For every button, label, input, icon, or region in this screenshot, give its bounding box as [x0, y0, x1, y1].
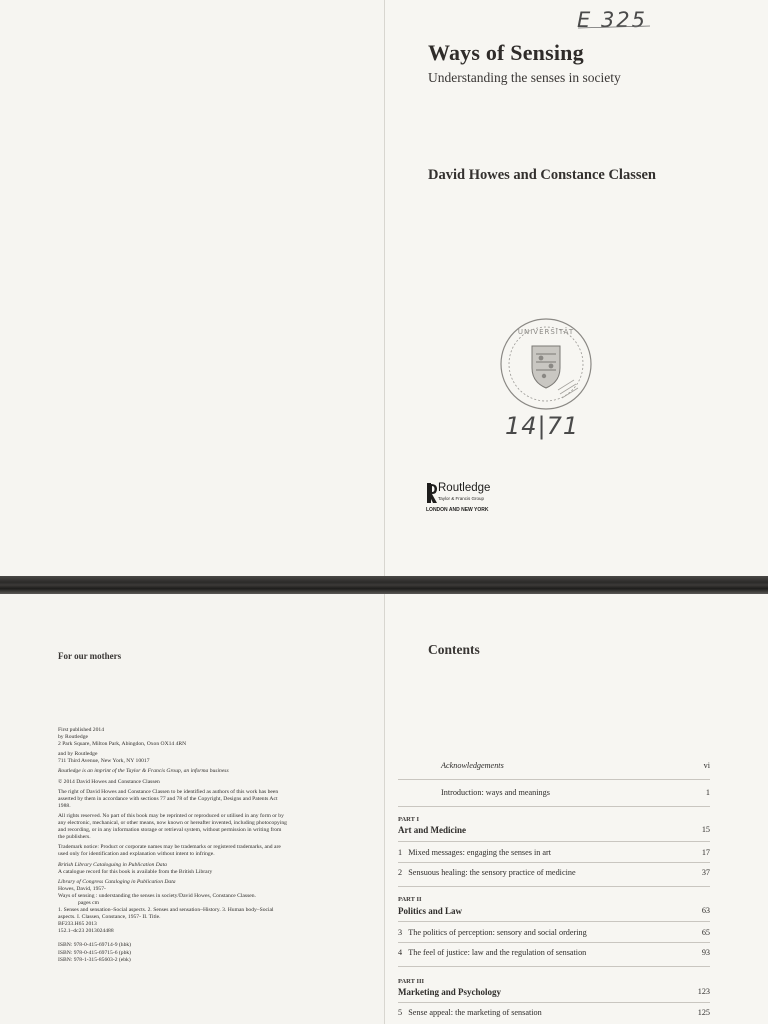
- part-title[interactable]: [398, 987, 710, 997]
- imprint-line: Trademark notice: Product or corporate names may be trademarks or registered trademarks, and are used only for identification and explanation without intent to infringe.: [58, 844, 281, 858]
- isbn-line: ISBN: 978-0-415-69715-6 (pbk): [58, 949, 132, 956]
- imprint-line: All rights reserved. No part of this book may be reprinted or reproduced or utilised in any form or by any electronic, mechanical, or other means, now known or hereafter invented, including photocopying and recording, or in any information storage or retrieval system, without permission in writing from the publishers.: [58, 812, 287, 841]
- imprint-line: Howes, David, 1957-: [58, 885, 106, 892]
- isbn-line: ISBN: 978-1-315-85603-2 (ebk): [58, 956, 131, 963]
- chapter-number: 4: [398, 948, 403, 957]
- toc-entry-page: 93: [701, 948, 710, 957]
- imprint-line: Ways of sensing : understanding the senses in society/David Howes, Constance Classen.: [58, 892, 256, 899]
- publisher-places: LONDON AND NEW YORK: [426, 507, 489, 513]
- imprint-line: Routledge is an imprint of the Taylor & Francis Group, an informa business: [58, 768, 229, 775]
- book-title: Ways of Sensing: [428, 40, 584, 65]
- imprint-line: 711 Third Avenue, New York, NY 10017: [58, 758, 150, 765]
- imprint-line: © 2014 David Howes and Constance Classen: [58, 778, 160, 785]
- toc-divider: [398, 921, 710, 922]
- toc-entry-label: Acknowledgements: [441, 761, 504, 770]
- library-stamp: [498, 316, 594, 412]
- toc-entry-page: vi: [703, 761, 710, 770]
- toc-entry-page: 65: [701, 928, 710, 937]
- chapter-number: 5: [398, 1008, 403, 1017]
- chapter-title: Mixed messages: engaging the senses in art: [408, 848, 552, 857]
- imprint-line: The right of David Howes and Constance Classen to be identified as authors of this work has been asserted by them in accordance with sections 77 and 78 of the Copyright, Designs and Patents Act 1988.: [58, 788, 279, 809]
- part-page: 63: [701, 906, 710, 915]
- call-number-box: [570, 4, 660, 32]
- chapter-title: Sense appeal: the marketing of sensation: [408, 1008, 542, 1017]
- toc-entry-page: 37: [701, 868, 710, 877]
- toc-divider: [398, 886, 710, 887]
- toc-entry-label: [398, 868, 576, 877]
- imprint-line: and by Routledge: [58, 751, 98, 758]
- part-title[interactable]: [398, 825, 710, 835]
- imprint-line: 2 Park Square, Milton Park, Abingdon, Oxon OX14 4RN: [58, 741, 187, 748]
- toc-divider: [398, 779, 710, 780]
- book-authors: David Howes and Constance Classen: [428, 167, 656, 183]
- toc-entry-page: 125: [697, 1008, 710, 1017]
- toc-entry-page: 17: [701, 848, 710, 857]
- toc-divider: [398, 806, 710, 807]
- part-title-text: Marketing and Psychology: [398, 987, 502, 997]
- toc-entry-label: [398, 1008, 542, 1017]
- chapter-title: Sensuous healing: the sensory practice of medicine: [408, 868, 576, 877]
- toc-divider: [398, 942, 710, 943]
- part-label: PART I: [398, 816, 420, 823]
- part-page: 123: [697, 987, 710, 996]
- toc-entry-label: [398, 948, 586, 957]
- shelf-number-handwriting: 14|71: [505, 412, 580, 440]
- part-title-text: Art and Medicine: [398, 825, 466, 835]
- routledge-logo: [426, 482, 438, 504]
- chapter-number: 2: [398, 868, 403, 877]
- chapter-number: 3: [398, 928, 403, 937]
- imprint-line: 152.1–dc23 2013024488: [58, 928, 114, 935]
- call-number-handwriting: E 325: [577, 8, 648, 32]
- toc-divider: [398, 1002, 710, 1003]
- book-subtitle: Understanding the senses in society: [428, 70, 621, 85]
- imprint-line: BF233.H65 2013: [58, 921, 97, 928]
- chapter-number: 1: [398, 848, 403, 857]
- toc-divider: [398, 966, 710, 967]
- imprint-block: [58, 727, 288, 964]
- toc-entry-label: [398, 848, 551, 857]
- part-title[interactable]: [398, 906, 710, 916]
- publisher-name: Routledge: [438, 482, 491, 494]
- toc-entry-label: Introduction: ways and meanings: [441, 788, 550, 797]
- chapter-title: The feel of justice: law and the regulation of sensation: [408, 948, 587, 957]
- scan-gutter-band: [0, 576, 768, 594]
- imprint-line: by Routledge: [58, 734, 88, 741]
- toc-divider: [398, 862, 710, 863]
- part-label: PART III: [398, 978, 425, 985]
- contents-title: Contents: [428, 642, 480, 657]
- imprint-line: pages cm: [78, 899, 99, 906]
- svg-text:UNIVERSITÄT: UNIVERSITÄT: [517, 328, 575, 336]
- dedication: For our mothers: [58, 651, 122, 661]
- part-label: PART II: [398, 896, 422, 903]
- imprint-line: British Library Cataloguing in Publication Data: [58, 861, 167, 868]
- isbn-line: ISBN: 978-0-415-69714-9 (hbk): [58, 942, 132, 949]
- toc-entry-page: 1: [705, 788, 710, 797]
- chapter-title: The politics of perception: sensory and social ordering: [408, 928, 587, 937]
- imprint-line: First published 2014: [58, 727, 104, 733]
- imprint-line: 1. Senses and sensation–Social aspects. 2. Senses and sensation–History. 3. Human body–Social aspects. I. Classen, Constance, 1957- II. Title.: [58, 907, 274, 921]
- publisher-group: Taylor & Francis Group: [438, 496, 485, 501]
- imprint-line: Library of Congress Cataloging in Publication Data: [58, 878, 176, 885]
- left-blank-page: [0, 0, 384, 578]
- toc-entry-label: [398, 928, 587, 937]
- part-title-text: Politics and Law: [398, 906, 463, 916]
- imprint-line: A catalogue record for this book is available from the British Library: [58, 868, 213, 875]
- part-page: 15: [701, 825, 710, 834]
- call-number-underline: [570, 4, 660, 32]
- toc-divider: [398, 841, 710, 842]
